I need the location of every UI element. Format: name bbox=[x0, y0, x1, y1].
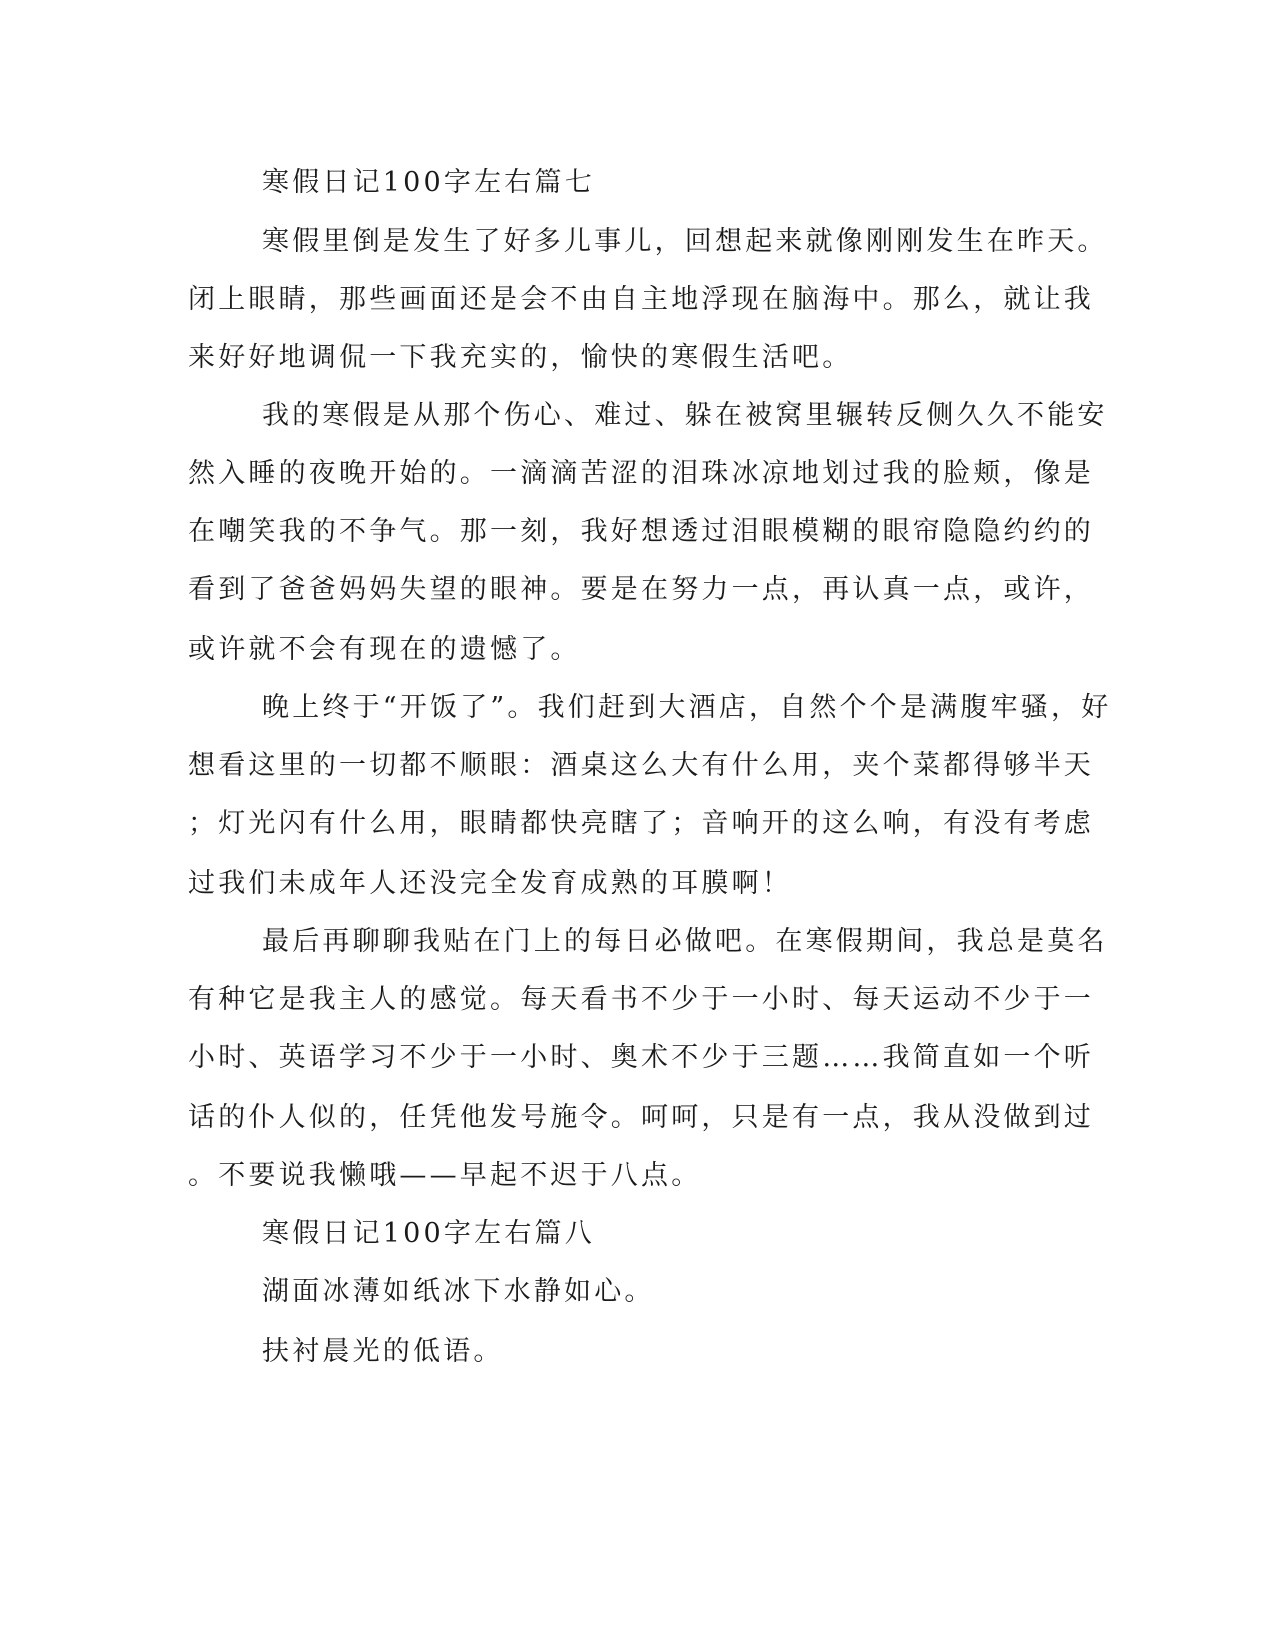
paragraph-line: 看到了爸爸妈妈失望的眼神。要是在努力一点，再认真一点，或许， bbox=[188, 574, 1094, 605]
paragraph-line: 有种它是我主人的感觉。每天看书不少于一小时、每天运动不少于一 bbox=[188, 984, 1094, 1015]
paragraph-line: 寒假里倒是发生了好多儿事儿，回想起来就像刚刚发生在昨天。 bbox=[262, 226, 1108, 257]
paragraph-line: 。不要说我懒哦——早起不迟于八点。 bbox=[188, 1160, 702, 1191]
paragraph-line: 扶衬晨光的低语。 bbox=[262, 1336, 504, 1367]
paragraph-line: 小时、英语学习不少于一小时、奥术不少于三题……我简直如一个听 bbox=[188, 1042, 1094, 1073]
paragraph-line: 过我们未成年人还没完全发育成熟的耳膜啊！ bbox=[188, 868, 792, 899]
paragraph-line: 话的仆人似的，任凭他发号施令。呵呵，只是有一点，我从没做到过 bbox=[188, 1102, 1094, 1133]
paragraph-line: 想看这里的一切都不顺眼：酒桌这么大有什么用，夹个菜都得够半天 bbox=[188, 750, 1094, 781]
section-heading-8: 寒假日记100字左右篇八 bbox=[262, 1218, 595, 1249]
paragraph-line: 最后再聊聊我贴在门上的每日必做吧。在寒假期间，我总是莫名 bbox=[262, 926, 1108, 957]
paragraph-line: 在嘲笑我的不争气。那一刻，我好想透过泪眼模糊的眼帘隐隐约约的 bbox=[188, 516, 1094, 547]
paragraph-line: 然入睡的夜晚开始的。一滴滴苦涩的泪珠冰凉地划过我的脸颊，像是 bbox=[188, 458, 1094, 489]
paragraph-line: 湖面冰薄如纸冰下水静如心。 bbox=[262, 1276, 655, 1307]
paragraph-line: 闭上眼睛，那些画面还是会不由自主地浮现在脑海中。那么，就让我 bbox=[188, 284, 1094, 315]
paragraph-line: 晚上终于“开饭了”。我们赶到大酒店，自然个个是满腹牢骚，好 bbox=[262, 692, 1112, 723]
paragraph-line: 或许就不会有现在的遗憾了。 bbox=[188, 634, 581, 665]
paragraph-line: ；灯光闪有什么用，眼睛都快亮瞎了；音响开的这么响，有没有考虑 bbox=[188, 808, 1094, 839]
paragraph-line: 我的寒假是从那个伤心、难过、躲在被窝里辗转反侧久久不能安 bbox=[262, 400, 1108, 431]
paragraph-line: 来好好地调侃一下我充实的，愉快的寒假生活吧。 bbox=[188, 342, 853, 373]
section-heading-7: 寒假日记100字左右篇七 bbox=[262, 167, 595, 198]
